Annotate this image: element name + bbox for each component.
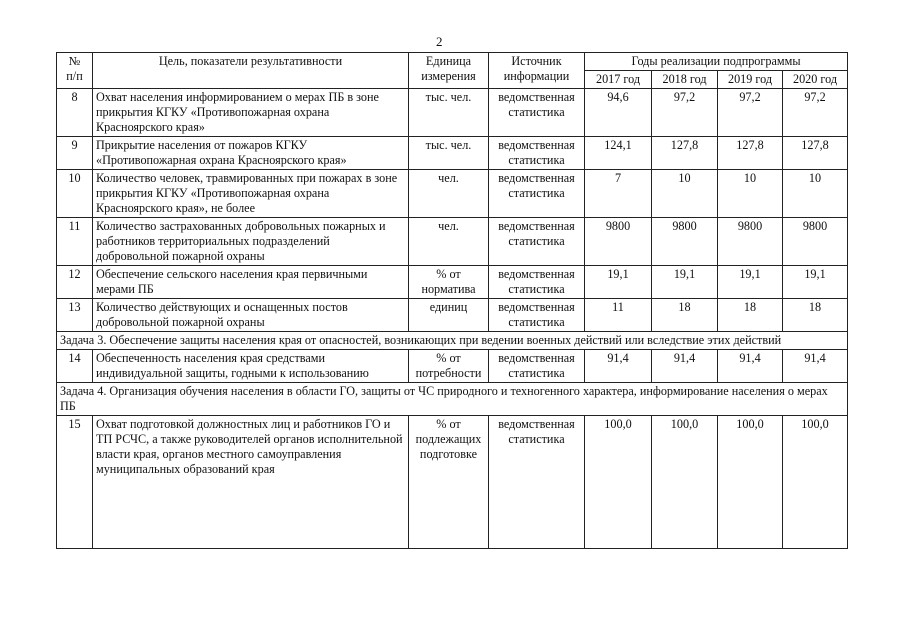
unit-cell: единиц [409,299,489,332]
value-cell: 94,6 [585,89,652,137]
table-row [57,170,848,218]
value-cell: 91,4 [783,350,848,383]
value-cell: 10 [652,170,718,218]
row-number: 15 [57,416,93,549]
value-cell: 100,0 [783,416,848,549]
value-cell: 18 [718,299,783,332]
header-year: 2020 год [783,71,848,89]
value-cell: 7 [585,170,652,218]
row-number: 11 [57,218,93,266]
value-cell: 19,1 [585,266,652,299]
unit-cell: чел. [409,170,489,218]
task-4-text: Задача 4. Организация обучения населения в области ГО, защиты от ЧС природного и техногенного характера, информирование населения о мерах ПБ [57,383,848,416]
value-cell: 124,1 [585,137,652,170]
source-cell: ведомственная статистика [489,350,585,383]
row-number: 10 [57,170,93,218]
indicators-table [56,52,848,549]
unit-cell: % от норматива [409,266,489,299]
unit-cell: тыс. чел. [409,137,489,170]
table-row [57,218,848,266]
unit-cell: % от подлежащих подготовке [409,416,489,549]
value-cell: 10 [718,170,783,218]
value-cell: 19,1 [718,266,783,299]
header-unit: Единица измерения [409,53,489,89]
value-cell: 100,0 [652,416,718,549]
header-goal: Цель, показатели результативности [93,53,409,89]
source-cell: ведомственная статистика [489,218,585,266]
value-cell: 91,4 [652,350,718,383]
unit-cell: % от потребности [409,350,489,383]
value-cell: 91,4 [718,350,783,383]
indicator-name: Количество застрахованных добровольных пожарных и работников территориальных подразделений добровольной пожарной охраны [93,218,409,266]
indicator-name: Охват населения информированием о мерах ПБ в зоне прикрытия КГКУ «Противопожарная охрана Красноярского края» [93,89,409,137]
indicator-name: Количество человек, травмированных при пожарах в зоне прикрытия КГКУ «Противопожарная охрана Красноярского края», не более [93,170,409,218]
value-cell: 127,8 [783,137,848,170]
indicator-name: Охват подготовкой должностных лиц и работников ГО и ТП РСЧС, а также руководителей органов исполнительной власти края, органов местного самоуправления муниципальных образований края [93,416,409,549]
value-cell: 10 [783,170,848,218]
value-cell: 97,2 [718,89,783,137]
value-cell: 91,4 [585,350,652,383]
value-cell: 97,2 [783,89,848,137]
unit-cell: чел. [409,218,489,266]
indicator-name: Прикрытие населения от пожаров КГКУ «Противопожарная охрана Красноярского края» [93,137,409,170]
table-row [57,266,848,299]
value-cell: 100,0 [718,416,783,549]
indicator-name: Количество действующих и оснащенных постов добровольной пожарной охраны [93,299,409,332]
source-cell: ведомственная статистика [489,416,585,549]
header-year: 2017 год [585,71,652,89]
value-cell: 127,8 [718,137,783,170]
unit-cell: тыс. чел. [409,89,489,137]
value-cell: 9800 [718,218,783,266]
task-row [57,332,848,350]
rows-a [57,89,848,332]
header-no: № п/п [57,53,93,89]
value-cell: 19,1 [652,266,718,299]
table-row [57,350,848,383]
indicator-name: Обеспечение сельского населения края первичными мерами ПБ [93,266,409,299]
table-row [57,89,848,137]
row-number: 9 [57,137,93,170]
value-cell: 9800 [585,218,652,266]
value-cell: 9800 [652,218,718,266]
source-cell: ведомственная статистика [489,137,585,170]
task-row [57,383,848,416]
header-year: 2018 год [652,71,718,89]
source-cell: ведомственная статистика [489,266,585,299]
row-number: 12 [57,266,93,299]
row-number: 13 [57,299,93,332]
row-number: 8 [57,89,93,137]
value-cell: 18 [783,299,848,332]
value-cell: 97,2 [652,89,718,137]
row-number: 14 [57,350,93,383]
value-cell: 19,1 [783,266,848,299]
value-cell: 11 [585,299,652,332]
page-number: 2 [436,34,443,49]
source-cell: ведомственная статистика [489,170,585,218]
indicator-name: Обеспеченность населения края средствами индивидуальной защиты, годными к использованию [93,350,409,383]
value-cell: 18 [652,299,718,332]
value-cell: 9800 [783,218,848,266]
value-cell: 127,8 [652,137,718,170]
header-source: Источник информации [489,53,585,89]
table-row [57,137,848,170]
task-3-text: Задача 3. Обеспечение защиты населения края от опасностей, возникающих при ведении военных действий или вследствие этих действий [57,332,848,350]
header-years-title: Годы реализации подпрограммы [585,53,848,71]
source-cell: ведомственная статистика [489,89,585,137]
table-row [57,416,848,549]
source-cell: ведомственная статистика [489,299,585,332]
table-row [57,299,848,332]
value-cell: 100,0 [585,416,652,549]
header-year: 2019 год [718,71,783,89]
